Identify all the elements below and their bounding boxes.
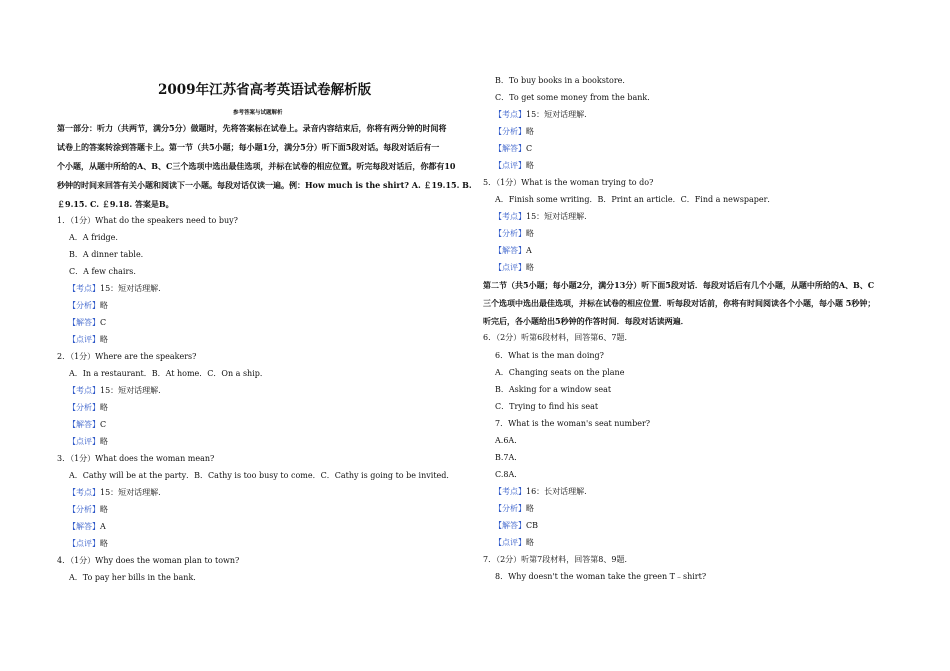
q3-kaodian bbox=[68, 488, 161, 498]
q4-dianping bbox=[494, 161, 534, 171]
dianping-tag: 【点评】 bbox=[494, 263, 526, 272]
q1-option-c: C．A few chairs. bbox=[69, 267, 136, 276]
q2-stem: 2．（1分）Where are the speakers? bbox=[57, 352, 197, 361]
q2-jieda bbox=[68, 420, 106, 430]
q5-dianping bbox=[494, 263, 534, 273]
kaodian-text: 15：短对话理解. bbox=[100, 284, 161, 293]
kaodian-tag: 【考点】 bbox=[68, 488, 100, 497]
q4-option-c: C．To get some money from the bank． bbox=[495, 93, 656, 102]
q5-fenxi bbox=[494, 229, 534, 239]
q4-stem: 4．（1分）Why does the woman plan to town? bbox=[57, 556, 240, 565]
jieda-tag: 【解答】 bbox=[494, 246, 526, 255]
page-title: 2009年江苏省高考英语试卷解析版 bbox=[158, 82, 372, 98]
kaodian-tag: 【考点】 bbox=[494, 110, 526, 119]
jieda-text: C bbox=[100, 420, 107, 429]
fenxi-text: 略 bbox=[526, 229, 534, 238]
q1-kaodian bbox=[68, 284, 161, 294]
q1-option-a: A．A fridge. bbox=[69, 233, 118, 242]
intro-line-3: 个小题，从题中所给的A、B、C三个选项中选出最佳选项，并标在试卷的相应位置。听完每段对话后，你都有10 bbox=[57, 161, 456, 171]
q3-jieda bbox=[68, 522, 106, 532]
fenxi-text: 略 bbox=[100, 505, 108, 514]
q7-option-c: C.8A． bbox=[495, 470, 523, 479]
section2-line-3: 听完后，各小题给出5秒钟的作答时间．每段对话读两遍． bbox=[483, 316, 689, 326]
fenxi-tag: 【分析】 bbox=[494, 504, 526, 513]
q1-dianping bbox=[68, 335, 108, 345]
kaodian-tag: 【考点】 bbox=[68, 284, 100, 293]
q3-dianping bbox=[68, 539, 108, 549]
q6-dianping bbox=[494, 538, 534, 548]
q6-option-a: A．Changing seats on the plane bbox=[495, 368, 625, 377]
q6-jieda bbox=[494, 521, 538, 531]
section2-line-2: 三个选项中选出最佳选项，并标在试卷的相应位置．听每段对话前，你将有时间阅读各个小题，每小题 5秒钟； bbox=[483, 298, 876, 308]
q1-option-b: B．A dinner table. bbox=[69, 250, 144, 259]
q5-options: A．Finish some writing．B．Print an article．C．Find a newspaper． bbox=[495, 195, 776, 204]
q5-jieda bbox=[494, 246, 532, 256]
q4-option-b: B．To buy books in a bookstore． bbox=[495, 76, 631, 85]
fenxi-text: 略 bbox=[526, 127, 534, 136]
kaodian-text: 15：短对话理解. bbox=[526, 110, 587, 119]
page-subtitle: 参考答案与试题解析 bbox=[233, 110, 283, 116]
kaodian-tag: 【考点】 bbox=[494, 487, 526, 496]
q2-fenxi bbox=[68, 403, 108, 413]
q5-stem: 5．（1分）What is the woman trying to do? bbox=[483, 178, 654, 187]
intro-line-2: 试卷上的答案转涂到答题卡上。第一节（共5小题；每小题1分，满分5分）听下面5段对话。每段对话后有一 bbox=[57, 142, 440, 152]
dianping-text: 略 bbox=[100, 335, 108, 344]
q1-fenxi bbox=[68, 301, 108, 311]
q3-stem: 3．（1分）What does the woman mean? bbox=[57, 454, 215, 463]
q1-jieda bbox=[68, 318, 106, 328]
kaodian-tag: 【考点】 bbox=[68, 386, 100, 395]
section2-line-1: 第二节（共5小题；每小题2分，满分13分）听下面5段对话．每段对话后有几个小题，从题中所给的A、B、C bbox=[483, 280, 875, 290]
q3-options: A．Cathy will be at the party．B．Cathy is too busy to come．C．Cathy is going to be invited． bbox=[69, 471, 455, 480]
dianping-tag: 【点评】 bbox=[68, 539, 100, 548]
q7-sub8: 8．Why doesn't the woman take the green T﹣shirt? bbox=[495, 572, 707, 581]
jieda-tag: 【解答】 bbox=[68, 420, 100, 429]
fenxi-text: 略 bbox=[100, 301, 108, 310]
q4-option-a: A．To pay her bills in the bank． bbox=[69, 573, 202, 582]
dianping-text: 略 bbox=[100, 437, 108, 446]
jieda-text: A bbox=[100, 522, 106, 531]
kaodian-text: 15：短对话理解. bbox=[100, 386, 161, 395]
fenxi-text: 略 bbox=[526, 504, 534, 513]
kaodian-text: 15：短对话理解. bbox=[100, 488, 161, 497]
jieda-tag: 【解答】 bbox=[494, 144, 526, 153]
kaodian-text: 16：长对话理解. bbox=[526, 487, 587, 496]
dianping-text: 略 bbox=[526, 263, 534, 272]
q6-sub7: 7．What is the woman's seat number? bbox=[495, 419, 651, 428]
jieda-text: CB bbox=[526, 521, 538, 530]
dianping-text: 略 bbox=[526, 538, 534, 547]
jieda-tag: 【解答】 bbox=[494, 521, 526, 530]
q6-sub6: 6．What is the man doing? bbox=[495, 351, 604, 360]
q2-dianping bbox=[68, 437, 108, 447]
q6-fenxi bbox=[494, 504, 534, 514]
q4-kaodian bbox=[494, 110, 587, 120]
q7-option-b: B.7A． bbox=[495, 453, 523, 462]
dianping-text: 略 bbox=[100, 539, 108, 548]
dianping-tag: 【点评】 bbox=[494, 161, 526, 170]
fenxi-tag: 【分析】 bbox=[68, 403, 100, 412]
jieda-tag: 【解答】 bbox=[68, 318, 100, 327]
q2-kaodian bbox=[68, 386, 161, 396]
q6-stem: 6．（2分）听第6段材料，回答第6、7题． bbox=[483, 333, 633, 342]
q7-option-a: A.6A． bbox=[495, 436, 523, 445]
intro-line-5: ￡9.15. C. ￡9.18. 答案是B。 bbox=[57, 199, 174, 209]
q4-jieda bbox=[494, 144, 532, 154]
intro-line-4: 秒钟的时间来回答有关小题和阅读下一小题。每段对话仅读一遍。例：How much is the shirt? A. ￡19.15. B. bbox=[57, 180, 472, 190]
jieda-tag: 【解答】 bbox=[68, 522, 100, 531]
q6-option-b: B．Asking for a window seat bbox=[495, 385, 612, 394]
dianping-tag: 【点评】 bbox=[494, 538, 526, 547]
dianping-tag: 【点评】 bbox=[68, 335, 100, 344]
q5-kaodian bbox=[494, 212, 587, 222]
fenxi-text: 略 bbox=[100, 403, 108, 412]
dianping-text: 略 bbox=[526, 161, 534, 170]
q7-stem: 7．（2分）听第7段材料，回答第8、9题． bbox=[483, 555, 633, 564]
jieda-text: C bbox=[100, 318, 107, 327]
fenxi-tag: 【分析】 bbox=[68, 505, 100, 514]
fenxi-tag: 【分析】 bbox=[68, 301, 100, 310]
jieda-text: A bbox=[526, 246, 532, 255]
kaodian-tag: 【考点】 bbox=[494, 212, 526, 221]
q6-kaodian bbox=[494, 487, 587, 497]
q1-stem: 1．（1分）What do the speakers need to buy? bbox=[57, 216, 238, 225]
intro-line-1: 第一部分：听力（共两节，满分5分）做题时，先将答案标在试卷上。录音内容结束后，你将有两分钟的时间将 bbox=[57, 123, 447, 133]
q2-options: A．In a restaurant．B．At home．C．On a ship． bbox=[69, 369, 268, 378]
fenxi-tag: 【分析】 bbox=[494, 229, 526, 238]
fenxi-tag: 【分析】 bbox=[494, 127, 526, 136]
dianping-tag: 【点评】 bbox=[68, 437, 100, 446]
q3-fenxi bbox=[68, 505, 108, 515]
kaodian-text: 15：短对话理解. bbox=[526, 212, 587, 221]
jieda-text: C bbox=[526, 144, 533, 153]
q6-option-c: C．Trying to find his seat bbox=[495, 402, 599, 411]
q4-fenxi bbox=[494, 127, 534, 137]
